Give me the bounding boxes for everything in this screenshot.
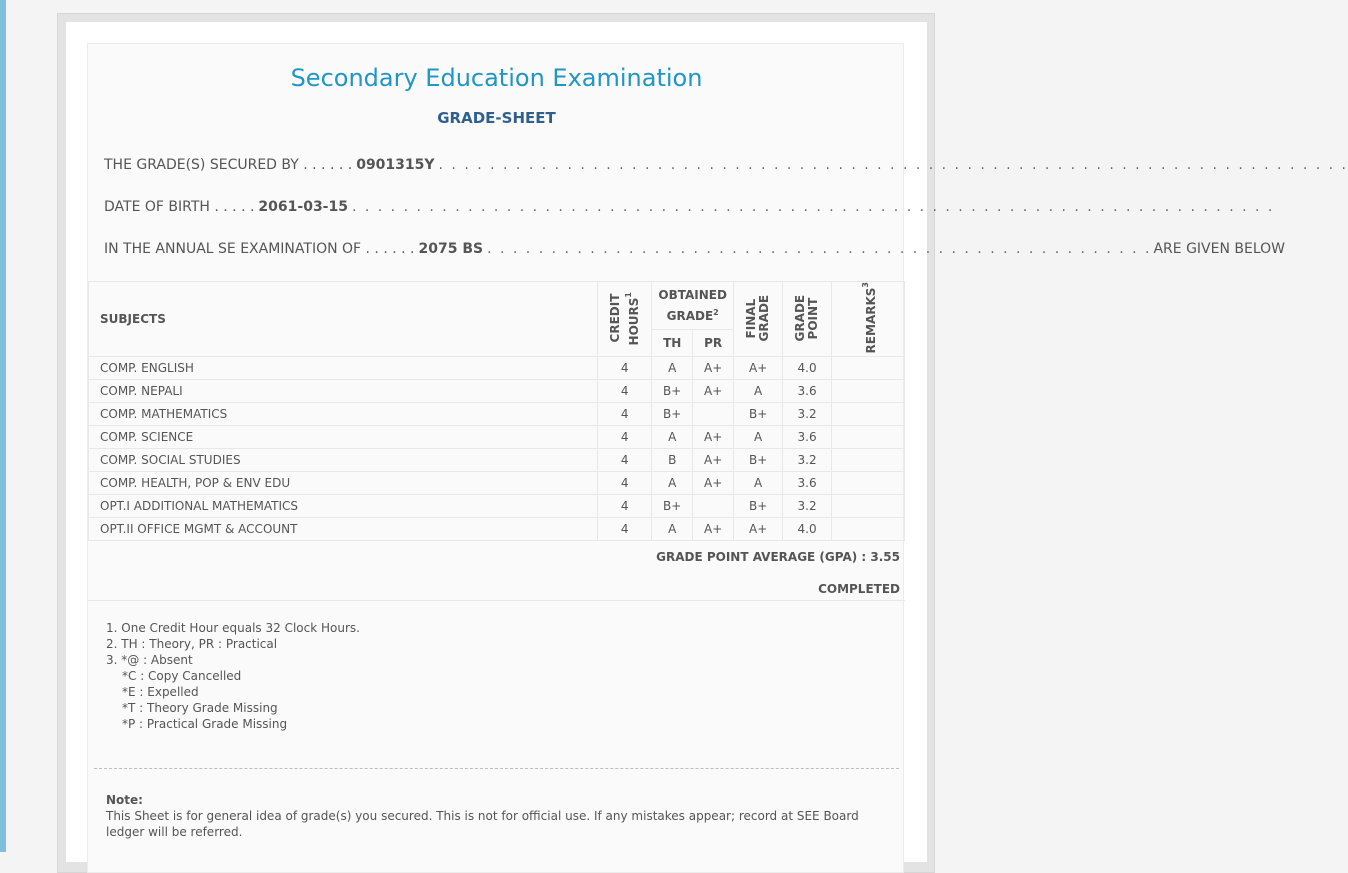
dob-line [104,199,1275,219]
practical-grade-cell: A+ [693,472,734,495]
header-remarks: REMARKS$^3$ [832,282,905,357]
dot-leader: . . . . . . . . . . . . . . . . . . . . . . . . . . . . . . . . . . . . . . . . . . . . . . . . . . . . . . . . . . . . . . . . . . . . . . . . [351,199,1275,215]
dashed-divider [94,768,899,769]
credit-hours-cell: 4 [598,518,652,541]
note-block [106,792,896,840]
theory-grade-cell: B+ [652,403,693,426]
subject-name: COMP. SOCIAL STUDIES [89,449,598,472]
subject-name: OPT.II OFFICE MGMT & ACCOUNT [89,518,598,541]
practical-grade-cell: A+ [693,449,734,472]
table-row [89,518,905,541]
header-obtained-grade: OBTAINED GRADE$^2$ [652,282,734,330]
practical-grade-cell [693,495,734,518]
theory-grade-cell: A [652,472,693,495]
credit-hours-cell: 4 [598,380,652,403]
remarks-cell [832,495,905,518]
subject-name: COMP. MATHEMATICS [89,403,598,426]
final-grade-cell: A+ [734,357,783,380]
subject-name: OPT.I ADDITIONAL MATHEMATICS [89,495,598,518]
final-grade-cell: A [734,380,783,403]
credit-hours-cell: 4 [598,472,652,495]
header-credit-hours: CREDIT HOURS$^1$ [598,282,652,357]
secured-by-label: THE GRADE(S) SECURED BY . . . . . . [104,157,353,173]
remarks-cell [832,426,905,449]
exam-year: 2075 BS [418,241,484,257]
header-final-grade: FINAL GRADE [734,282,783,357]
footnote-item: *T : Theory Grade Missing [122,701,278,715]
gpa-value: 3.55 [870,550,900,564]
header-th: TH [652,330,693,357]
page-title: Secondary Education Examination [290,64,703,92]
practical-grade-cell: A+ [693,426,734,449]
final-grade-cell: A [734,426,783,449]
exam-line [104,241,1286,261]
footnote-item: 1. One Credit Hour equals 32 Clock Hours. [106,621,360,635]
grade-table [88,281,905,541]
note-heading: Note: [106,793,143,807]
practical-grade-cell [693,403,734,426]
practical-grade-cell: A+ [693,380,734,403]
page-subtitle: GRADE-SHEET [437,109,556,127]
final-grade-cell: A [734,472,783,495]
final-grade-cell: B+ [734,449,783,472]
table-row [89,495,905,518]
grade-point-cell: 4.0 [783,357,832,380]
footnote-item: 3. *@ : Absent [106,653,193,667]
theory-grade-cell: B+ [652,380,693,403]
final-grade-cell: B+ [734,403,783,426]
grade-point-cell: 3.2 [783,449,832,472]
dob-label: DATE OF BIRTH . . . . . [104,199,255,215]
exam-label: IN THE ANNUAL SE EXAMINATION OF . . . . . . [104,241,415,257]
footnote-item: *C : Copy Cancelled [122,669,242,683]
remarks-cell [832,518,905,541]
remarks-cell [832,472,905,495]
credit-hours-cell: 4 [598,495,652,518]
divider [88,600,905,601]
subject-name: COMP. SCIENCE [89,426,598,449]
grade-point-cell: 3.6 [783,426,832,449]
grade-point-cell: 4.0 [783,518,832,541]
subject-name: COMP. NEPALI [89,380,598,403]
table-row [89,426,905,449]
theory-grade-cell: A [652,518,693,541]
header-grade-point: GRADE POINT [783,282,832,357]
theory-grade-cell: B [652,449,693,472]
dot-leader: . . . . . . . . . . . . . . . . . . . . . . . . . . . . . . . . . . . . . . . . . . . . . . . . . . . . [487,241,1152,257]
gpa-line [656,550,900,564]
secured-by-line [104,157,1348,177]
final-grade-cell: B+ [734,495,783,518]
subject-name: COMP. HEALTH, POP & ENV EDU [89,472,598,495]
table-row [89,380,905,403]
subject-name: COMP. ENGLISH [89,357,598,380]
theory-grade-cell: A [652,357,693,380]
theory-grade-cell: A [652,426,693,449]
grade-point-cell: 3.6 [783,472,832,495]
credit-hours-cell: 4 [598,403,652,426]
remarks-cell [832,403,905,426]
grade-table-body [89,357,905,541]
grade-point-cell: 3.2 [783,403,832,426]
table-row [89,472,905,495]
dot-leader: . . . . . . . . . . . . . . . . . . . . . . . . . . . . . . . . . . . . . . . . . . . . . . . . . . . . . . . . . . . . . . . . . . . . . . . [438,157,1348,173]
footnotes [106,620,360,732]
credit-hours-cell: 4 [598,449,652,472]
result-status: COMPLETED [818,582,900,596]
remarks-cell [832,380,905,403]
credit-hours-cell: 4 [598,357,652,380]
grade-sheet [87,43,1348,873]
note-text: This Sheet is for general idea of grade(s) you secured. This is not for official use. If any mistakes appear; record at SEE Board ledger will be referred. [106,809,859,839]
table-row [89,449,905,472]
left-accent-bar [0,0,6,852]
table-row [89,403,905,426]
final-grade-cell: A+ [734,518,783,541]
practical-grade-cell: A+ [693,357,734,380]
gpa-label: GRADE POINT AVERAGE (GPA) : [656,550,867,564]
symbol-number: 0901315Y [356,157,435,173]
header-pr: PR [693,330,734,357]
footnote-item: 2. TH : Theory, PR : Practical [106,637,278,651]
practical-grade-cell: A+ [693,518,734,541]
header-subjects: SUBJECTS [89,282,598,357]
grade-point-cell: 3.2 [783,495,832,518]
exam-tail: ARE GIVEN BELOW [1153,241,1286,257]
theory-grade-cell: B+ [652,495,693,518]
remarks-cell [832,357,905,380]
remarks-cell [832,449,905,472]
grade-point-cell: 3.6 [783,380,832,403]
table-row [89,357,905,380]
credit-hours-cell: 4 [598,426,652,449]
footnote-item: *E : Expelled [122,685,199,699]
footnote-item: *P : Practical Grade Missing [122,717,288,731]
dob-value: 2061-03-15 [258,199,348,215]
